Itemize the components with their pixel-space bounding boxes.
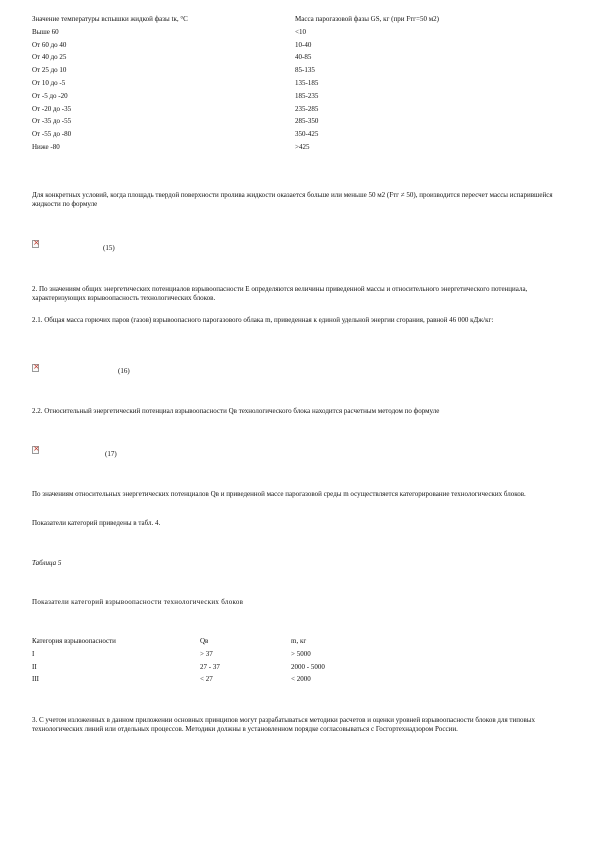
paragraph-table-reference: Показатели категорий приведены в табл. 4. (32, 519, 161, 527)
paragraph-total-mass: 2.1. Общая масса горючих паров (газов) взрывоопасного парогазового облака m, приведенная к единой удельной энергии сгорания, равной 46 000 кДж/кг: (32, 316, 494, 324)
table-row (32, 143, 439, 156)
table-header-row (32, 15, 439, 28)
table-cell: 85-135 (295, 66, 315, 75)
table-cell: >425 (295, 142, 310, 151)
table-row (32, 130, 439, 143)
table-row (32, 28, 439, 41)
table-cell: Ниже -80 (32, 142, 60, 151)
table-cell: I (32, 649, 35, 658)
table-cell: 10-40 (295, 40, 312, 49)
table-row (32, 675, 325, 688)
table-title: Показатели категорий взрывоопасности технологических блоков (32, 598, 244, 606)
table-cell: От 10 до -5 (32, 78, 66, 87)
table-header-cell: Категория взрывоопасности (32, 637, 116, 645)
table-cell: От -55 до -80 (32, 130, 72, 139)
table-cell: От 60 до 40 (32, 40, 67, 49)
table-cell: < 27 (200, 675, 213, 684)
table-cell: От 40 до 25 (32, 53, 67, 62)
table-cell: От -35 до -55 (32, 117, 72, 126)
table-row (32, 66, 439, 79)
table-cell: > 37 (200, 649, 213, 658)
table-cell: > 5000 (291, 649, 311, 658)
table-cell: 235-285 (295, 104, 319, 113)
broken-image-icon (32, 240, 39, 248)
broken-image-icon (32, 446, 39, 454)
table-row (32, 41, 439, 54)
table-cell: От 25 до 10 (32, 66, 67, 75)
table-header-cell: Масса парогазовой фазы GS, кг (при Fтг=50 м2) (295, 15, 439, 23)
table-row (32, 663, 325, 676)
table-cell: < 2000 (291, 675, 311, 684)
table-cell: II (32, 662, 37, 671)
table-row (32, 92, 439, 105)
table-row (32, 117, 439, 130)
equation-number: (17) (105, 450, 117, 458)
table-row (32, 105, 439, 118)
table-cell: Выше 60 (32, 27, 59, 36)
paragraph-recalculation: Для конкретных условий, когда площадь твердой поверхности пролива жидкости оказается больше или меньше 50 м2 (Fтг ≠ 50), производится пересчет массы испарившейся жидкости по формуле (32, 191, 553, 209)
table-label: Таблица 5 (32, 559, 62, 567)
table-cell: <10 (295, 27, 306, 36)
table-cell: 185-235 (295, 91, 319, 100)
table-cell: III (32, 675, 39, 684)
equation-number: (15) (103, 244, 115, 252)
paragraph-methodologies: 3. С учетом изложенных в данном приложении основных принципов могут разрабатываться методики расчетов и оценки уровней взрывоопасности блоков для типовых технологических линий или отдельных процессов. Методики должны в установленном порядке согласовываться с Госгортехнадзором России. (32, 716, 535, 734)
table-header-cell: Значение температуры вспышки жидкой фазы tк, °С (32, 15, 188, 23)
table-header-row (32, 637, 325, 650)
broken-image-icon (32, 364, 39, 372)
table-cell: От -20 до -35 (32, 104, 72, 113)
table-header-cell: m, кг (291, 637, 307, 645)
table-row (32, 53, 439, 66)
paragraph-categorization: По значениям относительных энергетических потенциалов Qв и приведенной массе парогазовой среды m осуществляется категорирование технологических блоков. (32, 490, 526, 498)
table-cell: 2000 - 5000 (291, 662, 325, 671)
table-cell: 285-350 (295, 117, 319, 126)
explosion-category-table (32, 637, 325, 688)
table-row (32, 650, 325, 663)
table-cell: 40-85 (295, 53, 312, 62)
paragraph-energy-potentials: 2. По значениям общих энергетических потенциалов взрывоопасности E определяются величины приведенной массы и относительного энергетического потенциала, характеризующих взрывоопасность технологических блоков. (32, 285, 528, 303)
paragraph-relative-potential: 2.2. Относительный энергетический потенциал взрывоопасности Qв технологического блока находится расчетным методом по формуле (32, 407, 440, 415)
equation-number: (16) (118, 367, 130, 375)
table-cell: 27 - 37 (200, 662, 220, 671)
table-row (32, 79, 439, 92)
table-cell: 135-185 (295, 78, 319, 87)
table-cell: От -5 до -20 (32, 91, 68, 100)
table-header-cell: Qв (200, 637, 209, 645)
table-cell: 350-425 (295, 130, 319, 139)
temperature-mass-table (32, 15, 439, 156)
